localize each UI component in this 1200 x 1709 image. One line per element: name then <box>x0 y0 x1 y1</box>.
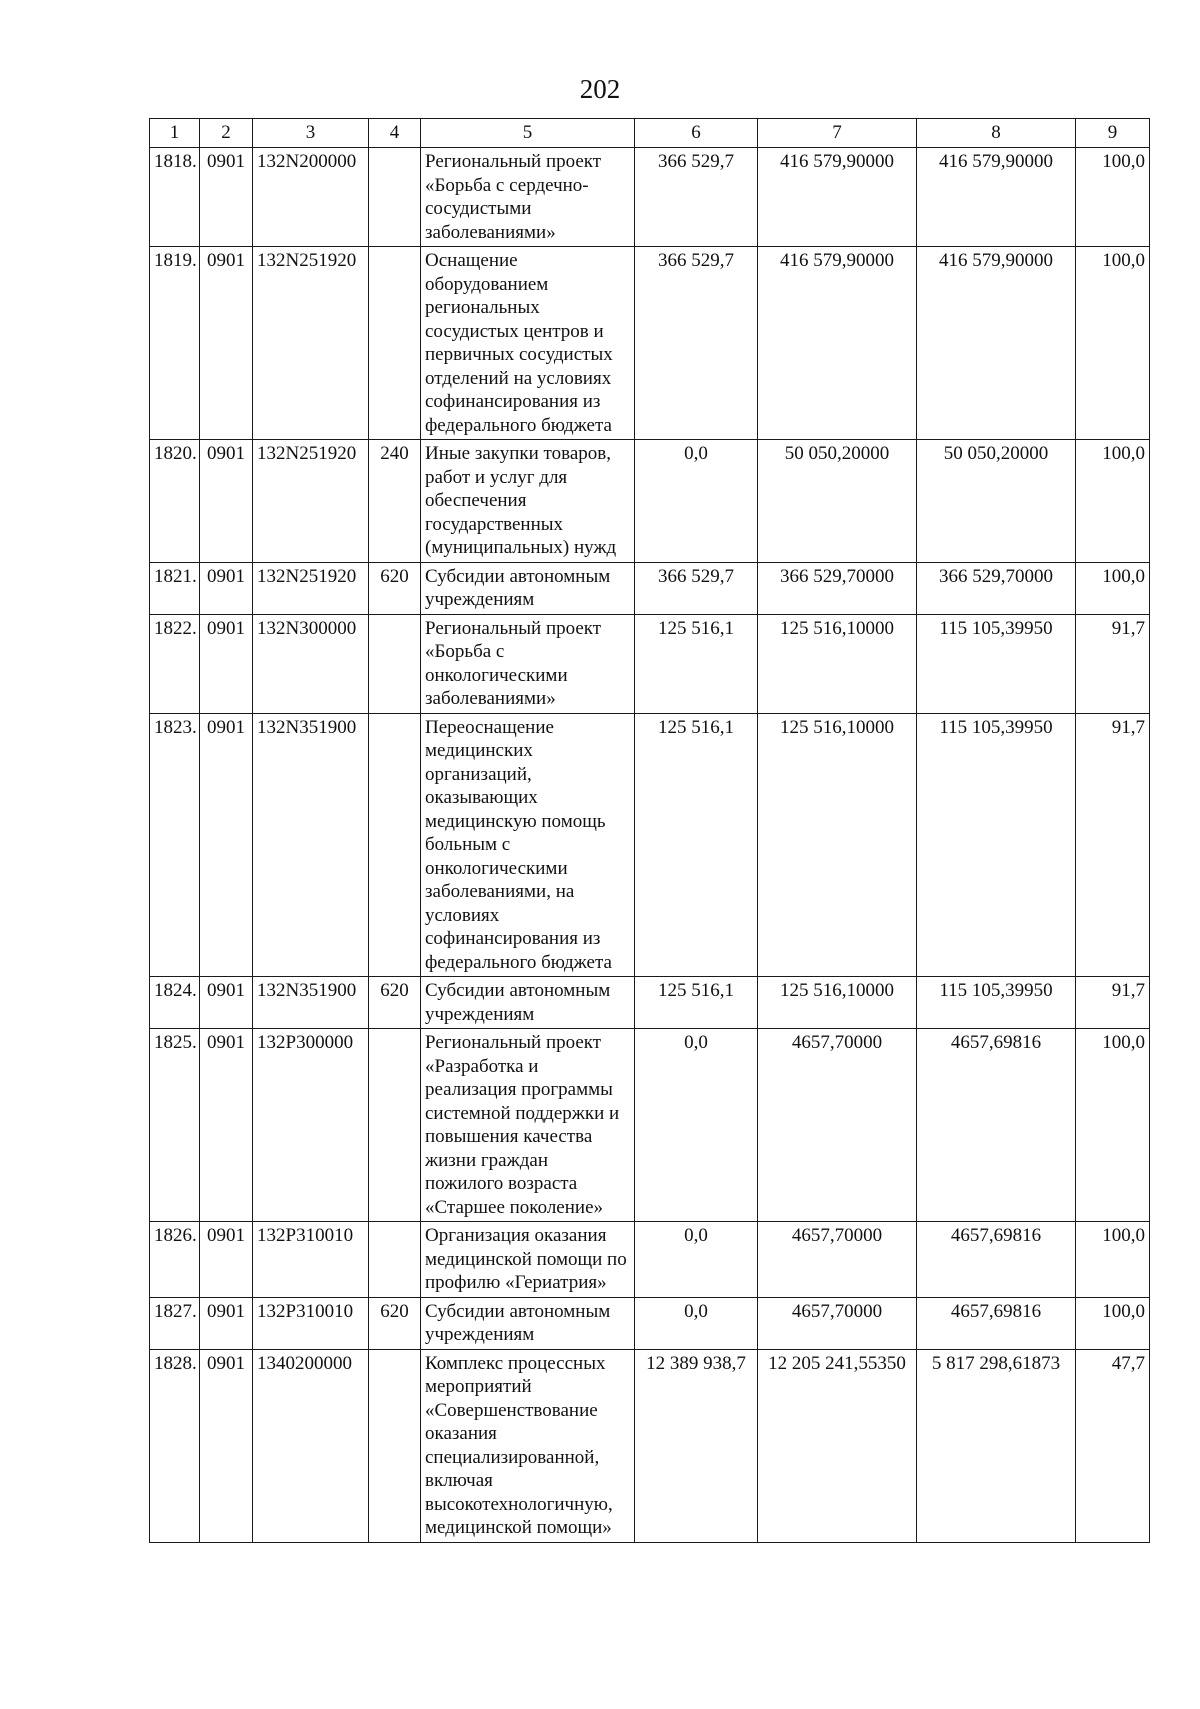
budget-plan-cell: 125 516,10000 <box>758 977 917 1029</box>
approved-amount-cell: 0,0 <box>635 1297 758 1349</box>
column-header: 2 <box>200 119 253 148</box>
execution-percent-cell: 47,7 <box>1076 1349 1150 1542</box>
executed-amount-cell: 115 105,39950 <box>917 614 1076 713</box>
column-header: 3 <box>253 119 369 148</box>
row-number-cell: 1823. <box>150 713 200 977</box>
item-name-cell: Региональный проект «Борьба с онкологическими заболеваниями» <box>421 614 635 713</box>
execution-percent-cell: 100,0 <box>1076 247 1150 440</box>
table-row <box>150 1029 1150 1222</box>
section-code-cell: 0901 <box>200 614 253 713</box>
target-code-cell: 132N300000 <box>253 614 369 713</box>
table-row <box>150 440 1150 563</box>
table-row <box>150 148 1150 247</box>
approved-amount-cell: 366 529,7 <box>635 148 758 247</box>
execution-percent-cell: 100,0 <box>1076 1029 1150 1222</box>
expense-type-cell <box>369 1222 421 1298</box>
execution-percent-cell: 100,0 <box>1076 1222 1150 1298</box>
approved-amount-cell: 0,0 <box>635 440 758 563</box>
target-code-cell: 132N251920 <box>253 562 369 614</box>
expense-type-cell: 620 <box>369 977 421 1029</box>
table-row <box>150 977 1150 1029</box>
target-code-cell: 132N351900 <box>253 977 369 1029</box>
table-row <box>150 247 1150 440</box>
approved-amount-cell: 0,0 <box>635 1222 758 1298</box>
section-code-cell: 0901 <box>200 1029 253 1222</box>
item-name-cell: Оснащение оборудованием региональных сосудистых центров и первичных сосудистых отделений на условиях софинансирования из федерального бюджета <box>421 247 635 440</box>
target-code-cell: 132N251920 <box>253 440 369 563</box>
approved-amount-cell: 0,0 <box>635 1029 758 1222</box>
row-number-cell: 1822. <box>150 614 200 713</box>
table-row <box>150 1297 1150 1349</box>
budget-table <box>149 118 1150 1543</box>
budget-plan-cell: 4657,70000 <box>758 1297 917 1349</box>
section-code-cell: 0901 <box>200 1349 253 1542</box>
section-code-cell: 0901 <box>200 977 253 1029</box>
target-code-cell: 132N200000 <box>253 148 369 247</box>
item-name-cell: Субсидии автономным учреждениям <box>421 1297 635 1349</box>
expense-type-cell: 620 <box>369 562 421 614</box>
section-code-cell: 0901 <box>200 148 253 247</box>
row-number-cell: 1821. <box>150 562 200 614</box>
target-code-cell: 132P310010 <box>253 1222 369 1298</box>
budget-plan-cell: 4657,70000 <box>758 1222 917 1298</box>
section-code-cell: 0901 <box>200 713 253 977</box>
column-header: 9 <box>1076 119 1150 148</box>
executed-amount-cell: 5 817 298,61873 <box>917 1349 1076 1542</box>
execution-percent-cell: 100,0 <box>1076 148 1150 247</box>
column-header: 5 <box>421 119 635 148</box>
table-row <box>150 1222 1150 1298</box>
row-number-cell: 1820. <box>150 440 200 563</box>
expense-type-cell <box>369 713 421 977</box>
item-name-cell: Организация оказания медицинской помощи по профилю «Гериатрия» <box>421 1222 635 1298</box>
executed-amount-cell: 416 579,90000 <box>917 148 1076 247</box>
target-code-cell: 1340200000 <box>253 1349 369 1542</box>
column-header: 1 <box>150 119 200 148</box>
target-code-cell: 132N251920 <box>253 247 369 440</box>
row-number-cell: 1826. <box>150 1222 200 1298</box>
row-number-cell: 1827. <box>150 1297 200 1349</box>
execution-percent-cell: 91,7 <box>1076 713 1150 977</box>
item-name-cell: Иные закупки товаров, работ и услуг для обеспечения государственных (муниципальных) нужд <box>421 440 635 563</box>
expense-type-cell: 240 <box>369 440 421 563</box>
table-row <box>150 562 1150 614</box>
row-number-cell: 1818. <box>150 148 200 247</box>
budget-plan-cell: 416 579,90000 <box>758 148 917 247</box>
section-code-cell: 0901 <box>200 440 253 563</box>
item-name-cell: Региональный проект «Разработка и реализация программы системной поддержки и повышения качества жизни граждан пожилого возраста «Старшее поколение» <box>421 1029 635 1222</box>
item-name-cell: Переоснащение медицинских организаций, оказывающих медицинскую помощь больным с онкологическими заболеваниями, на условиях софинансирования из федерального бюджета <box>421 713 635 977</box>
expense-type-cell: 620 <box>369 1297 421 1349</box>
section-code-cell: 0901 <box>200 562 253 614</box>
item-name-cell: Региональный проект «Борьба с сердечно-сосудистыми заболеваниями» <box>421 148 635 247</box>
expense-type-cell <box>369 614 421 713</box>
table-row <box>150 614 1150 713</box>
item-name-cell: Субсидии автономным учреждениям <box>421 562 635 614</box>
execution-percent-cell: 91,7 <box>1076 977 1150 1029</box>
column-header: 7 <box>758 119 917 148</box>
item-name-cell: Комплекс процессных мероприятий «Совершенствование оказания специализированной, включая высокотехнологичную, медицинской помощи» <box>421 1349 635 1542</box>
budget-plan-cell: 4657,70000 <box>758 1029 917 1222</box>
row-number-cell: 1819. <box>150 247 200 440</box>
column-header: 6 <box>635 119 758 148</box>
budget-plan-cell: 125 516,10000 <box>758 713 917 977</box>
row-number-cell: 1824. <box>150 977 200 1029</box>
section-code-cell: 0901 <box>200 1222 253 1298</box>
executed-amount-cell: 115 105,39950 <box>917 977 1076 1029</box>
execution-percent-cell: 91,7 <box>1076 614 1150 713</box>
table-row <box>150 713 1150 977</box>
executed-amount-cell: 366 529,70000 <box>917 562 1076 614</box>
approved-amount-cell: 125 516,1 <box>635 713 758 977</box>
column-header: 4 <box>369 119 421 148</box>
item-name-cell: Субсидии автономным учреждениям <box>421 977 635 1029</box>
column-header: 8 <box>917 119 1076 148</box>
approved-amount-cell: 366 529,7 <box>635 247 758 440</box>
target-code-cell: 132N351900 <box>253 713 369 977</box>
row-number-cell: 1828. <box>150 1349 200 1542</box>
executed-amount-cell: 50 050,20000 <box>917 440 1076 563</box>
executed-amount-cell: 416 579,90000 <box>917 247 1076 440</box>
section-code-cell: 0901 <box>200 1297 253 1349</box>
approved-amount-cell: 12 389 938,7 <box>635 1349 758 1542</box>
table-row <box>150 1349 1150 1542</box>
approved-amount-cell: 366 529,7 <box>635 562 758 614</box>
row-number-cell: 1825. <box>150 1029 200 1222</box>
target-code-cell: 132P310010 <box>253 1297 369 1349</box>
approved-amount-cell: 125 516,1 <box>635 614 758 713</box>
expense-type-cell <box>369 1029 421 1222</box>
target-code-cell: 132P300000 <box>253 1029 369 1222</box>
budget-plan-cell: 125 516,10000 <box>758 614 917 713</box>
executed-amount-cell: 4657,69816 <box>917 1029 1076 1222</box>
expense-type-cell <box>369 247 421 440</box>
expense-type-cell <box>369 1349 421 1542</box>
execution-percent-cell: 100,0 <box>1076 1297 1150 1349</box>
page-number: 202 <box>579 74 621 104</box>
section-code-cell: 0901 <box>200 247 253 440</box>
execution-percent-cell: 100,0 <box>1076 440 1150 563</box>
header-row <box>150 119 1150 148</box>
budget-plan-cell: 366 529,70000 <box>758 562 917 614</box>
budget-plan-cell: 12 205 241,55350 <box>758 1349 917 1542</box>
executed-amount-cell: 115 105,39950 <box>917 713 1076 977</box>
execution-percent-cell: 100,0 <box>1076 562 1150 614</box>
executed-amount-cell: 4657,69816 <box>917 1297 1076 1349</box>
expense-type-cell <box>369 148 421 247</box>
approved-amount-cell: 125 516,1 <box>635 977 758 1029</box>
budget-plan-cell: 416 579,90000 <box>758 247 917 440</box>
budget-plan-cell: 50 050,20000 <box>758 440 917 563</box>
executed-amount-cell: 4657,69816 <box>917 1222 1076 1298</box>
